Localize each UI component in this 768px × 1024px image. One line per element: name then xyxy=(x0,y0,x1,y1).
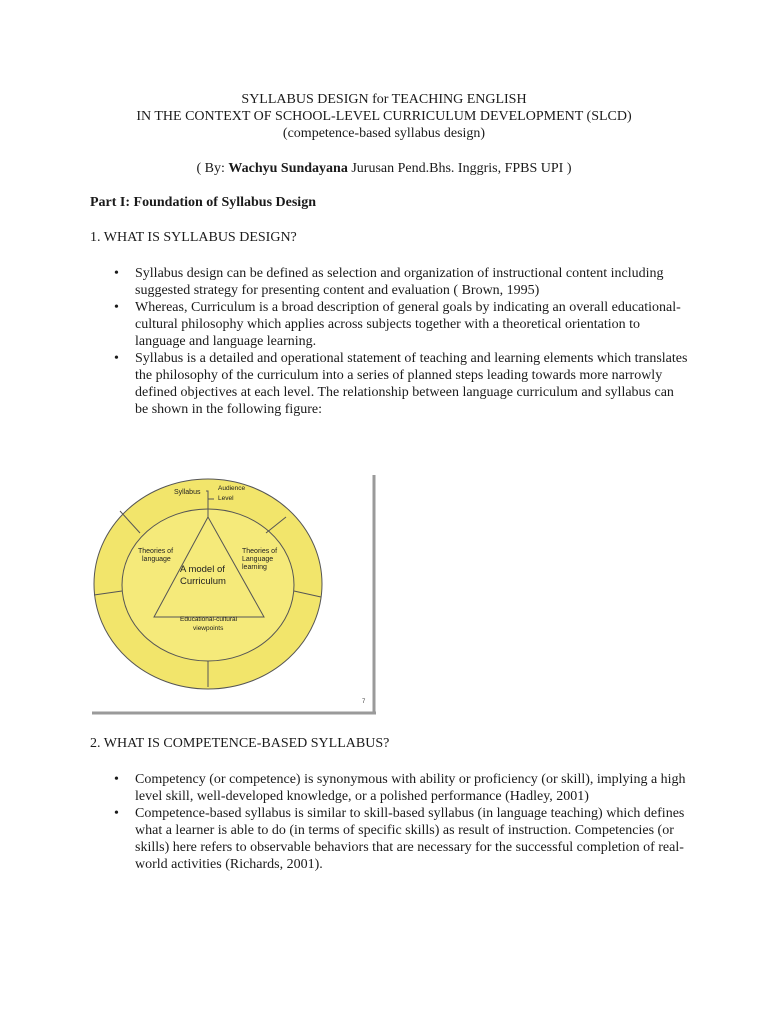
syllabus-label: Syllabus xyxy=(174,489,201,496)
byline-prefix: ( By: xyxy=(196,161,229,176)
list-item-text: Whereas, Curriculum is a broad description of general goals by indicating an overall educational-cultural philosophy which applies across subjects together with a theoretical orientation to language and language learning. xyxy=(135,300,681,349)
part-heading: Part I: Foundation of Syllabus Design xyxy=(90,195,316,210)
doc-subtitle: (competence-based syllabus design) xyxy=(282,126,486,141)
theories-learning-label-3: learning xyxy=(242,564,267,571)
section-1-bullet-list xyxy=(90,265,690,418)
viewpoints-label-2: viewpoints xyxy=(193,625,224,632)
section-2-heading: 2. WHAT IS COMPETENCE-BASED SYLLABUS? xyxy=(90,736,390,751)
list-item xyxy=(90,805,690,873)
curriculum-diagram-svg xyxy=(90,473,378,717)
model-label-1: A model of xyxy=(180,564,225,575)
list-item xyxy=(90,265,690,299)
author-byline xyxy=(0,160,768,178)
list-item-text: Competency (or competence) is synonymous with ability or proficiency (or skill), implying a high level skill, well-developed knowledge, or a polished performance (Hadley, 2001) xyxy=(135,772,686,804)
bullet-icon: • xyxy=(114,300,119,315)
byline-affiliation: Jurusan Pend.Bhs. Inggris, FPBS UPI ) xyxy=(347,161,572,176)
viewpoints-label-1: Educational-cultural xyxy=(180,616,238,623)
bullet-icon: • xyxy=(114,351,119,366)
bullet-icon: • xyxy=(114,266,119,281)
list-item-text: Syllabus is a detailed and operational statement of teaching and learning elements which translates the philosophy of the curriculum into a series of planned steps leading towards more narrowly defined objectives at each level. The relationship between language curriculum and syllabus can be shown in the following figure: xyxy=(135,351,688,417)
list-item xyxy=(90,299,690,350)
theories-learning-label-2: Language xyxy=(242,556,274,563)
theories-language-label-1: Theories of xyxy=(138,548,174,555)
theories-language-label-2: language xyxy=(142,556,171,563)
doc-title-line-1: SYLLABUS DESIGN for TEACHING ENGLISH xyxy=(241,92,527,107)
bullet-icon: • xyxy=(114,806,119,821)
model-label-2: Curriculum xyxy=(180,576,226,587)
list-item-text: Competence-based syllabus is similar to skill-based syllabus (in language teaching) which defines what a learner is able to do (in terms of specific skills) as result of instruction. Competencies (or skills) here refers to observable behaviors that are necessary for the successful completion of real-world activities (Richards, 2001). xyxy=(135,806,685,872)
bullet-icon: • xyxy=(114,772,119,787)
audience-label: Audience xyxy=(218,485,246,492)
list-item-text: Syllabus design can be defined as selection and organization of instructional content including suggested strategy for presenting content and evaluation ( Brown, 1995) xyxy=(135,266,664,298)
curriculum-diagram xyxy=(90,473,378,717)
list-item xyxy=(90,771,690,805)
theories-learning-label-1: Theories of xyxy=(242,548,278,555)
section-2-bullet-list xyxy=(90,771,690,873)
doc-title-line-2: IN THE CONTEXT OF SCHOOL-LEVEL CURRICULUM DEVELOPMENT (SLCD) xyxy=(136,109,632,124)
section-1-heading: 1. WHAT IS SYLLABUS DESIGN? xyxy=(90,230,297,245)
figure-page-mark: 7 xyxy=(362,699,366,705)
author-name: Wachyu Sundayana xyxy=(228,161,348,176)
list-item xyxy=(90,350,690,418)
level-label: Level xyxy=(218,495,234,502)
